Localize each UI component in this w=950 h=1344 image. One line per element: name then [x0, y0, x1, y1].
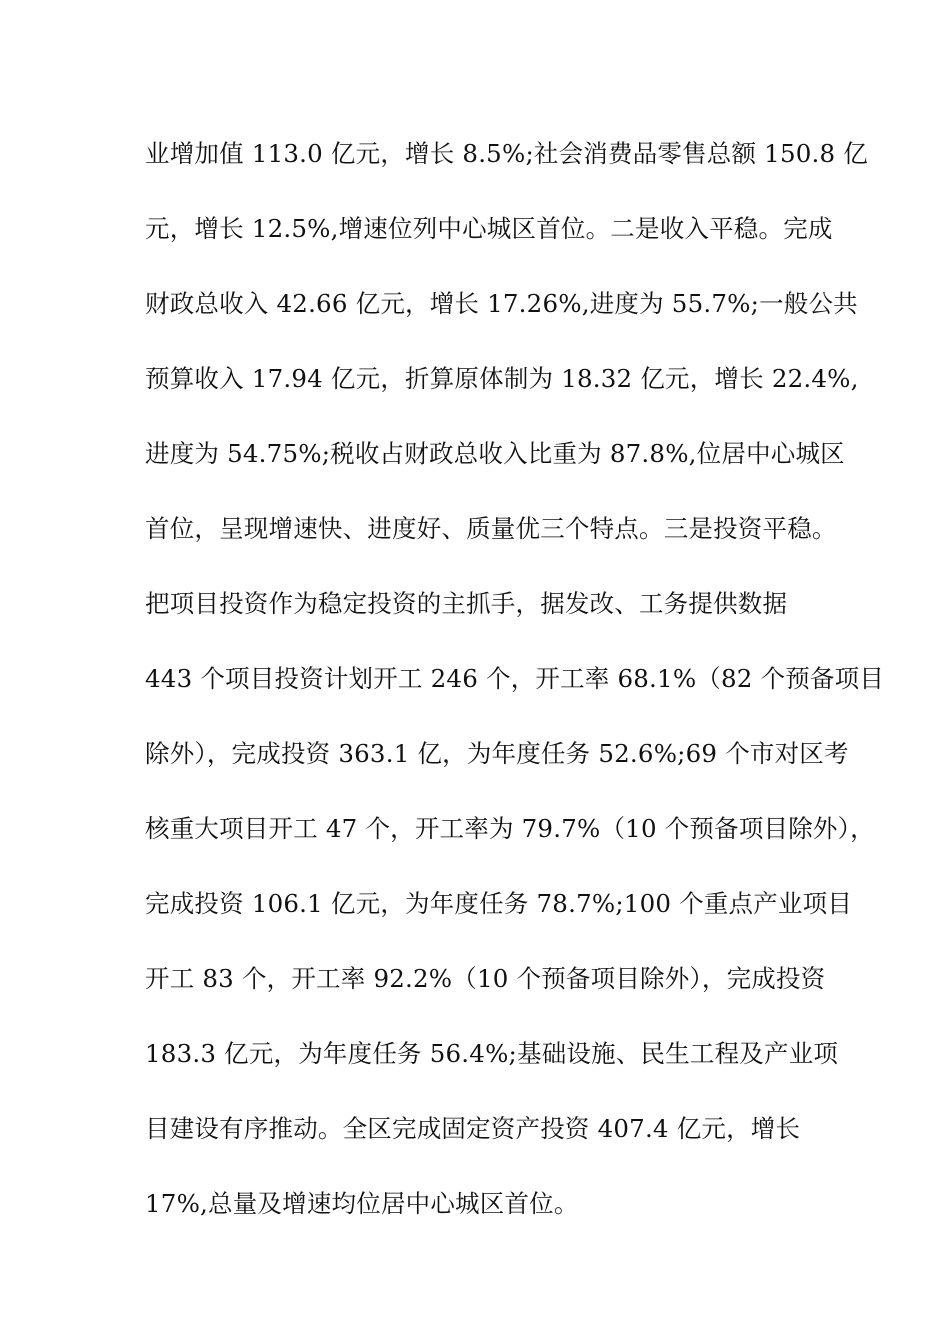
paragraph-line-7: 把项目投资作为稳定投资的主抓手，据发改、工务提供数据 [145, 589, 788, 618]
paragraph-line-5: 进度为 54.75%;税收占财政总收入比重为 87.8%,位居中心城区 [145, 439, 845, 468]
paragraph-line-9: 除外），完成投资 363.1 亿，为年度任务 52.6%;69 个市对区考 [145, 739, 849, 768]
paragraph-line-11: 完成投资 106.1 亿元，为年度任务 78.7%;100 个重点产业项目 [145, 889, 853, 918]
paragraph-line-8: 443 个项目投资计划开工 246 个，开工率 68.1%（82 个预备项目 [145, 664, 885, 693]
paragraph-line-3: 财政总收入 42.66 亿元，增长 17.26%,进度为 55.7%;一般公共 [145, 289, 858, 318]
body-paragraph [145, 133, 885, 1258]
paragraph-line-12: 开工 83 个，开工率 92.2%（10 个预备项目除外），完成投资 [145, 964, 826, 993]
paragraph-line-14: 目建设有序推动。全区完成固定资产投资 407.4 亿元，增长 [145, 1114, 801, 1143]
paragraph-line-10: 核重大项目开工 47 个，开工率为 79.7%（10 个预备项目除外）， [145, 814, 875, 843]
paragraph-line-1: 业增加值 113.0 亿元，增长 8.5%;社会消费品零售总额 150.8 亿 [145, 139, 869, 168]
paragraph-line-15: 17%,总量及增速均位居中心城区首位。 [145, 1189, 579, 1218]
paragraph-line-13: 183.3 亿元，为年度任务 56.4%;基础设施、民生工程及产业项 [145, 1039, 839, 1068]
paragraph-line-2: 元，增长 12.5%,增速位列中心城区首位。二是收入平稳。完成 [145, 214, 833, 243]
paragraph-line-6: 首位，呈现增速快、进度好、质量优三个特点。三是投资平稳。 [145, 514, 837, 543]
paragraph-line-4: 预算收入 17.94 亿元，折算原体制为 18.32 亿元，增长 22.4%, [145, 364, 859, 393]
